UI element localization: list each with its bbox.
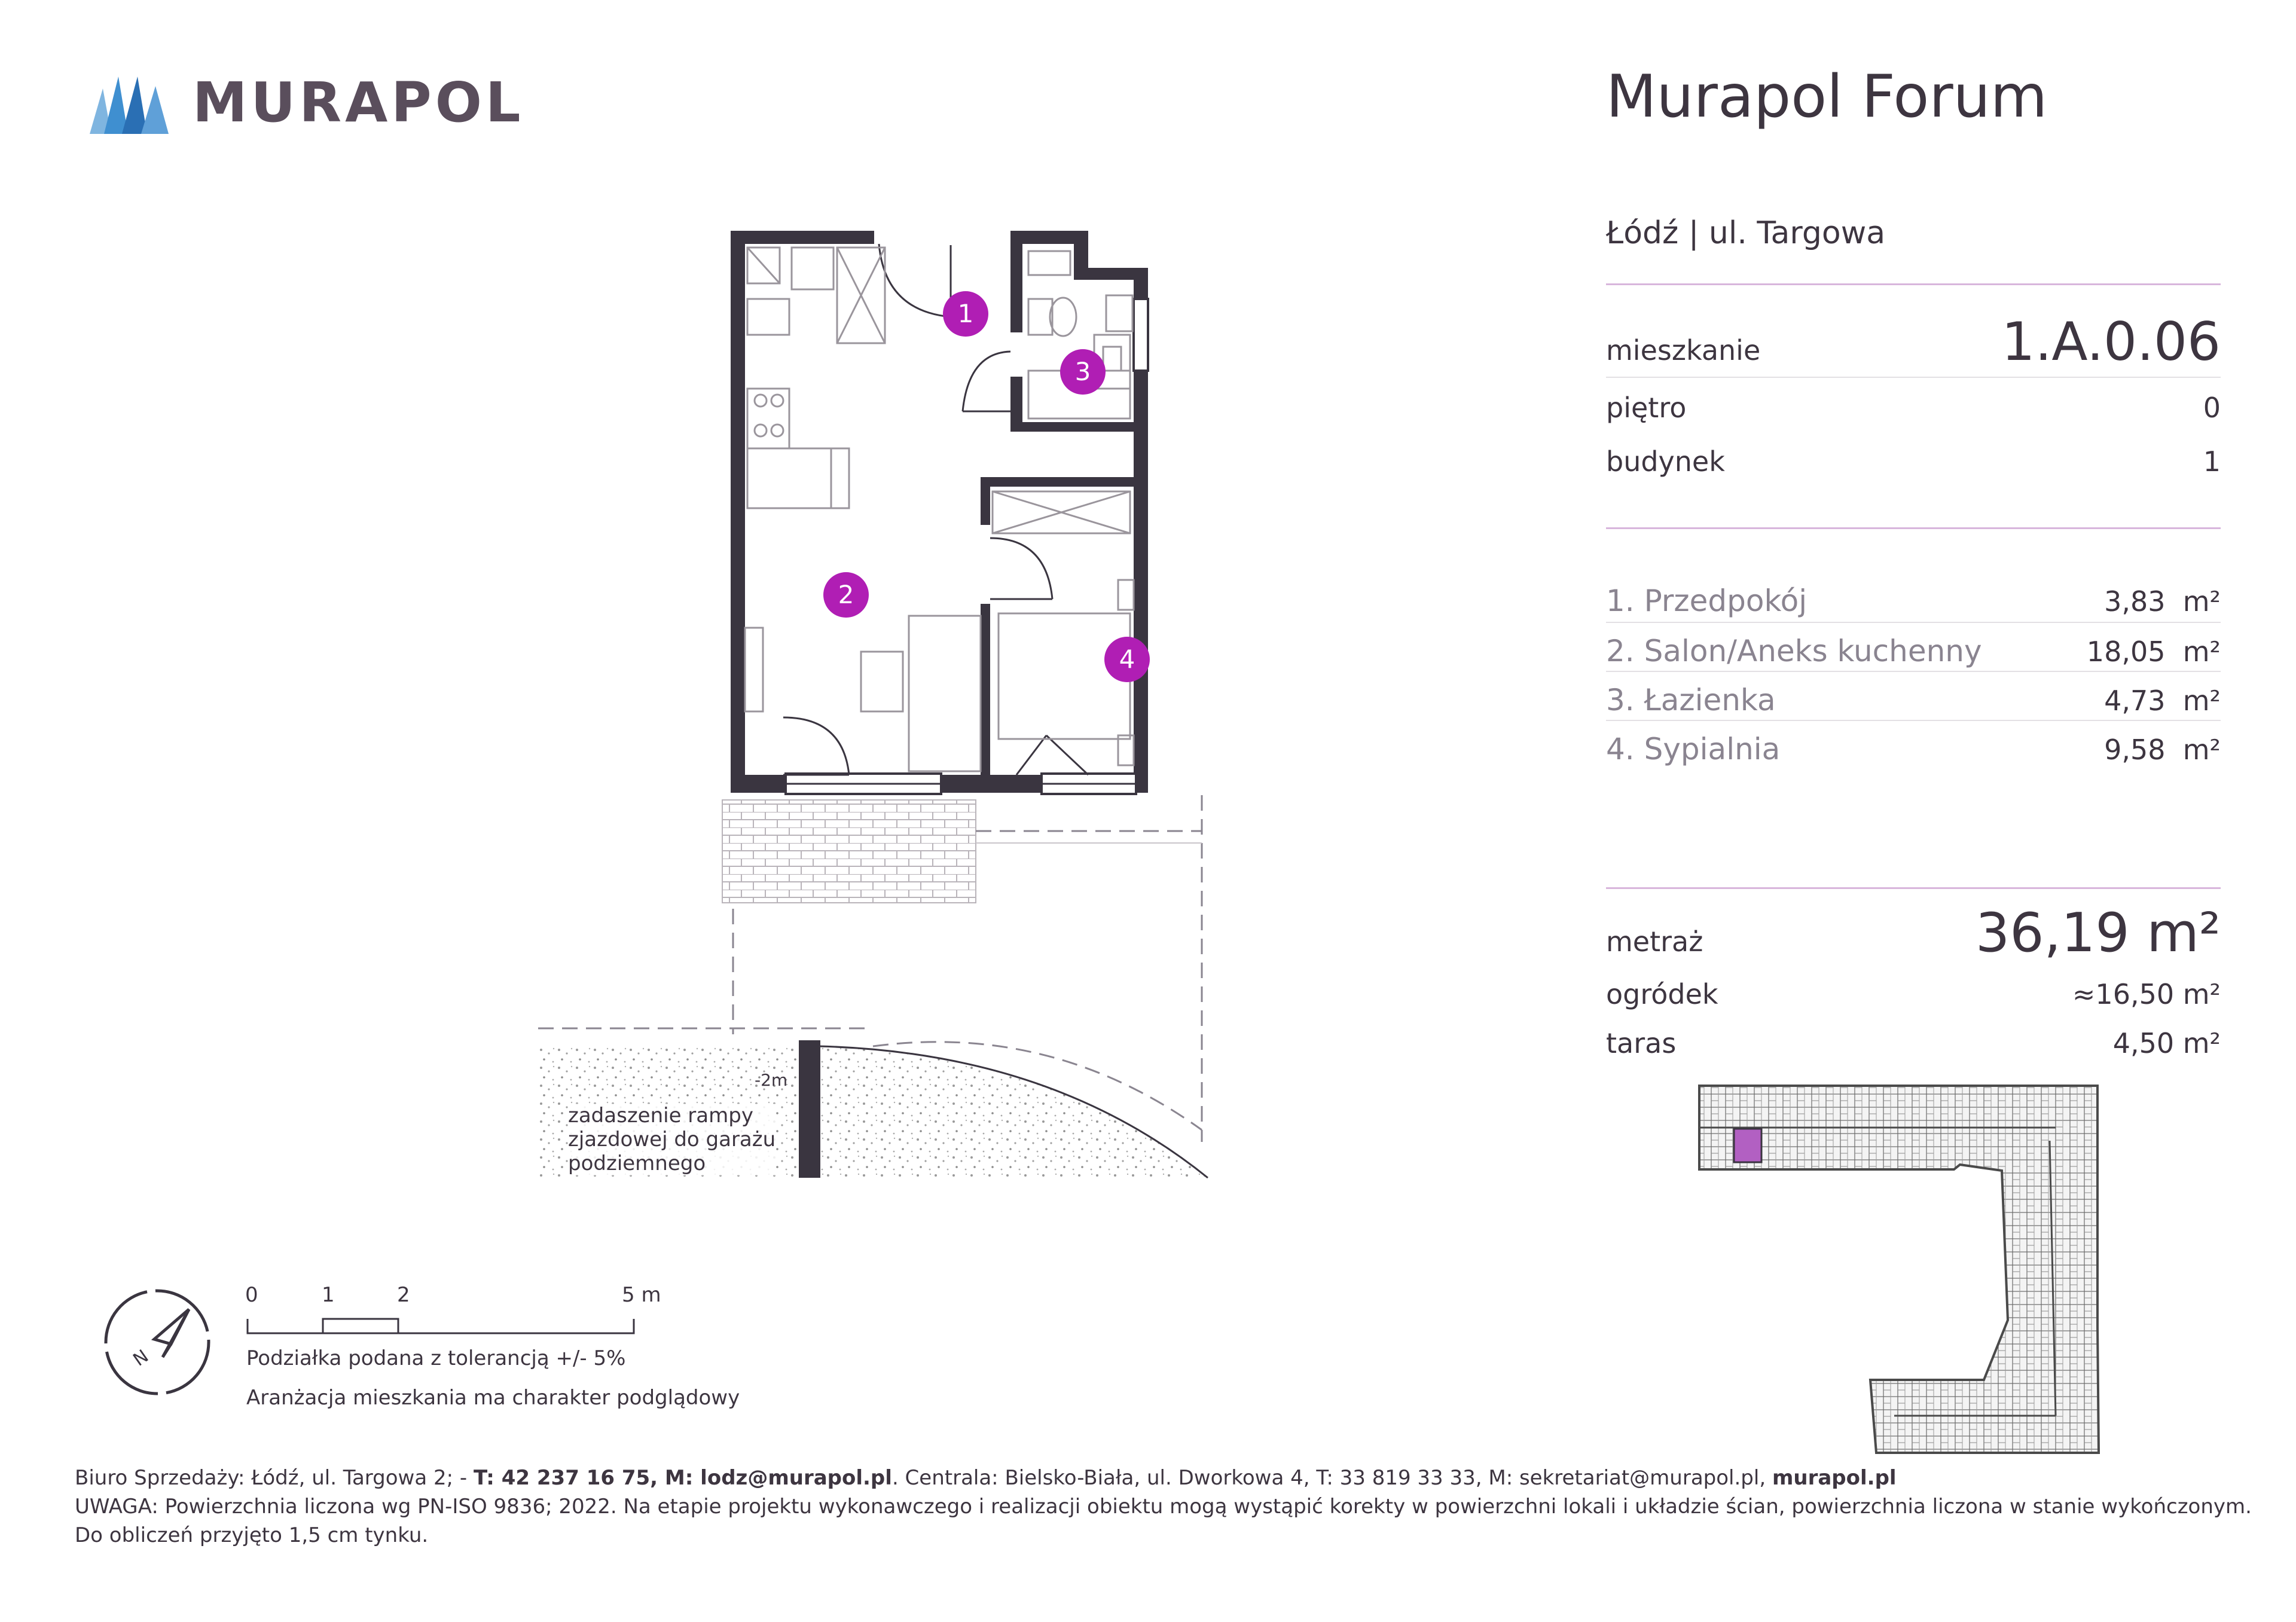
room-row [1606, 683, 2221, 717]
scale-tick-3: 5 m [622, 1283, 661, 1307]
room-row [1606, 634, 2221, 668]
apartment-number-value: 1.A.0.06 [2001, 311, 2221, 372]
terrace-row [1606, 1027, 2221, 1059]
floor-label: piętro [1606, 392, 1687, 424]
door-swings [783, 244, 1088, 775]
row-line [1606, 622, 2221, 623]
project-location: Łódź | ul. Targowa [1606, 215, 1886, 251]
scale-tick-0: 0 [245, 1283, 258, 1307]
ramp-note [568, 1104, 775, 1175]
floor-value: 0 [2203, 392, 2221, 424]
room-area: 18,05 [2086, 636, 2166, 668]
total-area-row [1606, 902, 2221, 964]
room-row [1606, 584, 2221, 618]
building-key-plan [1697, 1081, 2103, 1464]
room-area: 3,83 [2104, 585, 2166, 618]
divider [1606, 283, 2221, 285]
svg-text:N: N [129, 1346, 152, 1371]
room-area: 9,58 [2104, 734, 2166, 766]
garden-row [1606, 978, 2221, 1010]
floor-plan [538, 221, 1226, 1202]
room-unit: m² [2182, 734, 2221, 766]
compass-icon [100, 1285, 214, 1399]
ramp-note-line: podziemnego [568, 1151, 706, 1175]
total-area-label: metraż [1606, 925, 1703, 958]
apartment-number-label: mieszkanie [1606, 334, 1761, 366]
scale-tick-1: 1 [322, 1283, 335, 1307]
inner-walls [981, 231, 1148, 783]
footer-contact [75, 1466, 1897, 1490]
room-unit: m² [2182, 636, 2221, 668]
scale-bar [246, 1313, 641, 1337]
footer-plaster-note: Do obliczeń przyjęto 1,5 cm tynku. [75, 1523, 429, 1547]
room-marker-1: 1 [957, 299, 974, 328]
room-label: 3. Łazienka [1606, 683, 1776, 717]
terrace [722, 800, 976, 903]
ramp-wall [799, 1040, 820, 1178]
floor-row [1606, 392, 2221, 424]
room-area: 4,73 [2104, 685, 2166, 717]
row-line [1606, 720, 2221, 721]
ramp-curve-fill [819, 1046, 1208, 1178]
total-area-value: 36,19 m² [1975, 902, 2221, 964]
arrangement-note: Aranżacja mieszkania ma charakter podglądowy [246, 1386, 740, 1410]
room-unit: m² [2182, 685, 2221, 717]
building-label: budynek [1606, 445, 1725, 478]
row-line [1606, 671, 2221, 672]
tolerance-note: Podziałka podana z tolerancją +/- 5% [246, 1346, 626, 1370]
row-line [1606, 377, 2221, 378]
terrace-label: taras [1606, 1027, 1677, 1059]
building-row [1606, 445, 2221, 478]
ramp-note-line: zjazdowej do garażu [568, 1128, 776, 1151]
apartment-highlight [1734, 1129, 1761, 1162]
room-unit: m² [2182, 585, 2221, 618]
footer-disclaimer: UWAGA: Powierzchnia liczona wg PN-ISO 9836; 2022. Na etapie projektu wykonawczego i realizacji obiektu mogą wystąpić korekty w powierzchni lokali i układzie ścian, powierzchnia liczona w stanie wykończonym. [75, 1495, 2252, 1519]
divider [1606, 527, 2221, 529]
brand-name: MURAPOL [193, 71, 524, 135]
murapol-logo-mark [90, 77, 169, 134]
scale-tick-2: 2 [397, 1283, 410, 1307]
project-title: Murapol Forum [1606, 63, 2048, 131]
room-label: 1. Przedpokój [1606, 584, 1808, 618]
footer-phone: T: 42 237 16 75, M: lodz@murapol.pl [473, 1466, 892, 1490]
room-marker-3: 3 [1074, 357, 1091, 386]
room-row [1606, 732, 2221, 766]
garden-label: ogródek [1606, 978, 1718, 1010]
ramp-level-marker: -2m [755, 1070, 788, 1090]
footer-website-link[interactable]: murapol.pl [1772, 1466, 1897, 1490]
building-value: 1 [2203, 445, 2221, 478]
furniture [745, 248, 1134, 771]
room-label: 2. Salon/Aneks kuchenny [1606, 634, 1982, 668]
footer-central: . Centrala: Bielsko-Biała, ul. Dworkowa 4, T: 33 819 33 33, M: sekretariat@murapol.pl, [891, 1466, 1772, 1490]
ramp-note-line: zadaszenie rampy [568, 1104, 753, 1128]
room-marker-2: 2 [838, 580, 854, 609]
apartment-number-row [1606, 311, 2221, 372]
divider [1606, 887, 2221, 889]
room-marker-4: 4 [1119, 644, 1135, 674]
room-label: 4. Sypialnia [1606, 732, 1781, 766]
footer-sales-office: Biuro Sprzedaży: Łódź, ul. Targowa 2; - [75, 1466, 474, 1490]
garden-value: ≈16,50 m² [2072, 978, 2221, 1010]
terrace-value: 4,50 m² [2112, 1027, 2221, 1059]
